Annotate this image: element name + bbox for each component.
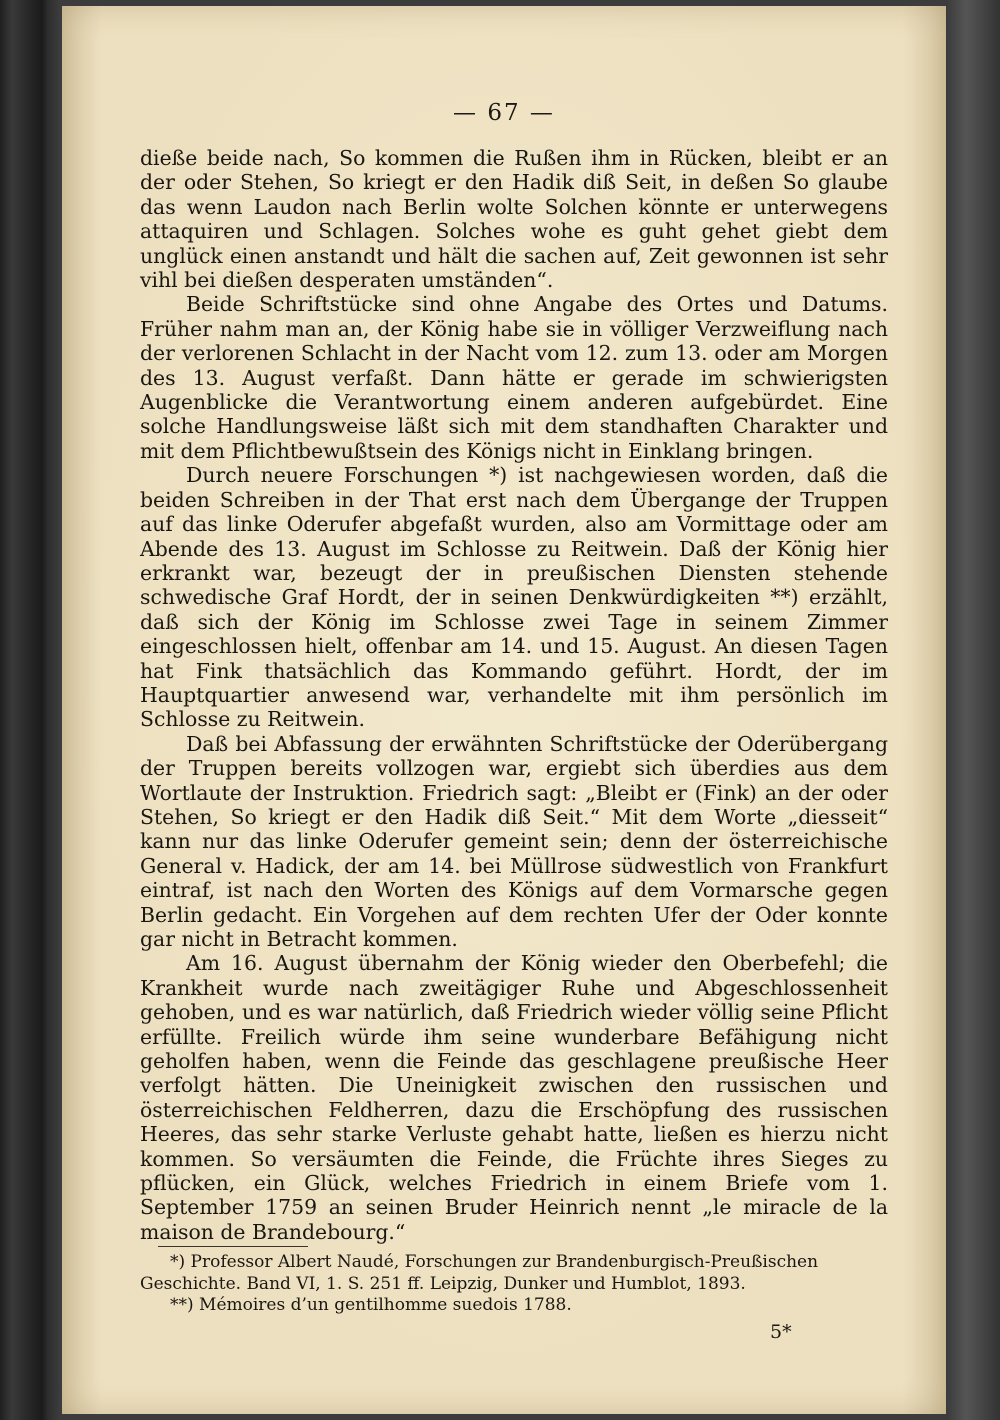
footnotes bbox=[140, 1252, 860, 1317]
page-number: — 67 — bbox=[453, 100, 555, 126]
paragraph-5: Am 16. August übernahm der König wieder den Oberbefehl; die Krankheit wurde nach zweitägiger Ruhe und Abgeschlossenheit gehoben, und es war natürlich, daß Friedrich wieder völlig seine Pflicht erfüllte. Freilich würde ihm seine wunderbare Befähigung nicht geholfen haben, wenn die Feinde das geschlagene preußische Heer verfolgt hätten. Die Uneinigkeit zwischen den russischen und österreichischen Feldherren, dazu die Erschöpfung des russischen Heeres, das sehr starke Verluste gehabt hatte, ließen es hierzu nicht kommen. So versäumten die Feinde, die Früchte ihres Sieges zu pflücken, ein Glück, welches Friedrich in einem Briefe vom 1. September 1759 an seinen Bruder Heinrich nennt „le miracle de la maison de Brandebourg.“ bbox=[140, 951, 888, 1244]
footnote-divider bbox=[158, 1246, 308, 1247]
paragraph-4: Daß bei Abfassung der erwähnten Schriftstücke der Oderübergang der Truppen bereits vollzogen war, ergiebt sich überdies aus dem Wortlaute der Instruktion. Friedrich sagt: „Bleibt er (Fink) an der oder Stehen, So kriegt er den Hadik diß Seit.“ Mit dem Worte „diesseit“ kann nur das linke Oderufer gemeint sein; denn der österreichische General v. Hadick, der am 14. bei Müllrose südwestlich von Frankfurt eintraf, ist nach den Worten des Königs auf dem Vormarsche gegen Berlin gedacht. Ein Vorgehen auf dem rechten Ufer der Oder konnte gar nicht in Betracht kommen. bbox=[140, 731, 888, 951]
footnote-1: *) Professor Albert Naudé, Forschungen zur Brandenburgisch-Preußischen Geschichte. Band VI, 1. S. 251 ff. Leipzig, Dunker und Humblot, 1893. bbox=[140, 1252, 819, 1294]
paragraph-1: dieße beide nach, So kommen die Rußen ihm in Rücken, bleibt er an der oder Stehen, So kriegt er den Hadik diß Seit, in deßen So glaube das wenn Laudon nach Berlin wolte Solchen könnte er unterwegens attaquiren und Schlagen. Solches wohe es guht gehet giebt dem unglück einen anstandt und hält die sachen auf, Zeit gewonnen ist sehr vihl bei dießen desperaten umständen“. bbox=[140, 146, 888, 293]
paragraph-2: Beide Schriftstücke sind ohne Angabe des Ortes und Datums. Früher nahm man an, der König habe sie in völliger Verzweiflung nach der verlorenen Schlacht in der Nacht vom 12. zum 13. oder am Morgen des 13. August verfaßt. Dann hätte er gerade im schwierigsten Augenblicke die Verantwortung einem anderen aufgebürdet. Eine solche Handlungsweise läßt sich mit dem standhaften Charakter und mit dem Pflichtbewußtsein des Königs nicht in Einklang bringen. bbox=[140, 292, 888, 463]
book-page bbox=[62, 6, 946, 1414]
book-cover-edge bbox=[946, 0, 1000, 1420]
body-text bbox=[140, 146, 888, 1244]
paragraph-3: Durch neuere Forschungen *) ist nachgewiesen worden, daß die beiden Schreiben in der That erst nach dem Übergange der Truppen auf das linke Oderufer abgefaßt wurden, also am Vormittage oder am Abende des 13. August im Schlosse zu Reitwein. Daß der König hier erkrankt war, bezeugt der in preußischen Diensten stehende schwedische Graf Hordt, der in seinen Denkwürdigkeiten **) erzählt, daß sich der König im Schlosse zwei Tage in seinem Zimmer eingeschlossen hielt, offenbar am 14. und 15. August. An diesen Tagen hat Fink thatsächlich das Kommando geführt. Hordt, der im Hauptquartier anwesend war, verhandelte mit ihm persönlich im Schlosse zu Reitwein. bbox=[140, 463, 888, 732]
signature-mark: 5* bbox=[770, 1321, 792, 1343]
footnote-2: **) Mémoires d’un gentilhomme suedois 1788. bbox=[170, 1295, 572, 1315]
